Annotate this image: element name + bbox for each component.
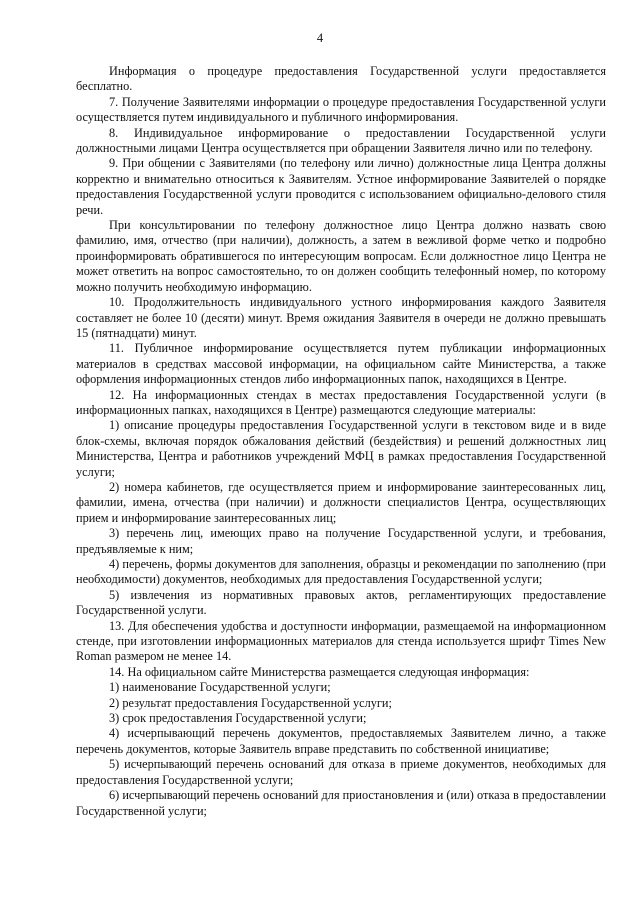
paragraph-free-of-charge: Информация о процедуре предоставления Государственной услуги предоставляется бесплатно.	[76, 64, 606, 94]
page-number: 4	[316, 31, 324, 45]
list-item-12-1: 1) описание процедуры предоставления Государственной услуги в текстовом виде и в виде блок-схемы, включая порядок обжалования действий (бездействия) и решений должностных лиц Министерства, Центра и работников учреждений МФЦ в рамках предоставления Государственной услуги;	[76, 418, 606, 479]
list-item-14-4: 4) исчерпывающий перечень документов, предоставляемых Заявителем лично, а также перечень документов, которые Заявитель вправе представить по собственной инициативе;	[76, 726, 606, 756]
paragraph-7: 7. Получение Заявителями информации о процедуре предоставления Государственной услуги осуществляется путем индивидуального и публичного информирования.	[76, 94, 606, 125]
list-item-12-3: 3) перечень лиц, имеющих право на получение Государственной услуги, и требования, предъявляемые к ним;	[76, 526, 606, 556]
list-item-12-2: 2) номера кабинетов, где осуществляется прием и информирование заинтересованных лиц, фамилии, имена, отчества (при наличии) и должности специалистов Центра, осуществляющих прием и информирование заинтересованных лиц;	[76, 479, 606, 525]
list-item-14-3: 3) срок предоставления Государственной услуги;	[109, 711, 367, 726]
paragraph-11: 11. Публичное информирование осуществляется путем публикации информационных материалов в средствах массовой информации, на официальном сайте Министерства, а также оформления информационных стендов либо информационных папок, находящихся в Центре.	[76, 341, 606, 387]
paragraph-13: 13. Для обеспечения удобства и доступности информации, размещаемой на информационном стенде, при изготовлении информационных материалов для стенда используется шрифт Times New Roman размером не менее 14.	[76, 618, 606, 664]
list-item-14-1: 1) наименование Государственной услуги;	[109, 680, 331, 695]
paragraph-8: 8. Индивидуальное информирование о предоставлении Государственной услуги должностными лицами Центра осуществляется при обращении Заявителя лично или по телефону.	[76, 125, 606, 156]
list-item-12-5: 5) извлечения из нормативных правовых актов, регламентирующих предоставление Государственной услуги.	[76, 587, 606, 618]
paragraph-10: 10. Продолжительность индивидуального устного информирования каждого Заявителя составляет не более 10 (десяти) минут. Время ожидания Заявителя в очереди не должно превышать 15 (пятнадцати) минут.	[76, 295, 606, 340]
list-item-14-6: 6) исчерпывающий перечень оснований для приостановления и (или) отказа в предоставлении Государственной услуги;	[76, 788, 606, 818]
paragraph-14: 14. На официальном сайте Министерства размещается следующая информация:	[109, 664, 530, 679]
paragraph-9: 9. При общении с Заявителями (по телефону или лично) должностные лица Центра должны корректно и внимательно относиться к Заявителям. Устное информирование Заявителей о порядке предоставления Государственной услуги проводится с использованием официально-делового стиля речи.	[76, 156, 606, 217]
list-item-14-2: 2) результат предоставления Государственной услуги;	[109, 695, 392, 710]
paragraph-phone-consulting: При консультировании по телефону должностное лицо Центра должно назвать свою фамилию, имя, отчество (при наличии), должность, а затем в вежливой форме четко и подробно проинформировать обратившегося по интересующим вопросам. Если должностное лицо Центра не может ответить на вопрос самостоятельно, то он должен сообщить телефонный номер, по которому можно получить необходимую информацию.	[76, 218, 606, 294]
document-body	[76, 64, 606, 819]
list-item-12-4: 4) перечень, формы документов для заполнения, образцы и рекомендации по заполнению (при необходимости) документов, необходимых для предоставления Государственной услуги;	[76, 557, 606, 587]
paragraph-12: 12. На информационных стендах в местах предоставления Государственной услуги (в информационных папках, находящихся в Центре) размещаются следующие материалы:	[76, 387, 606, 417]
list-item-14-5: 5) исчерпывающий перечень оснований для отказа в приеме документов, необходимых для предоставления Государственной услуги;	[76, 757, 606, 787]
